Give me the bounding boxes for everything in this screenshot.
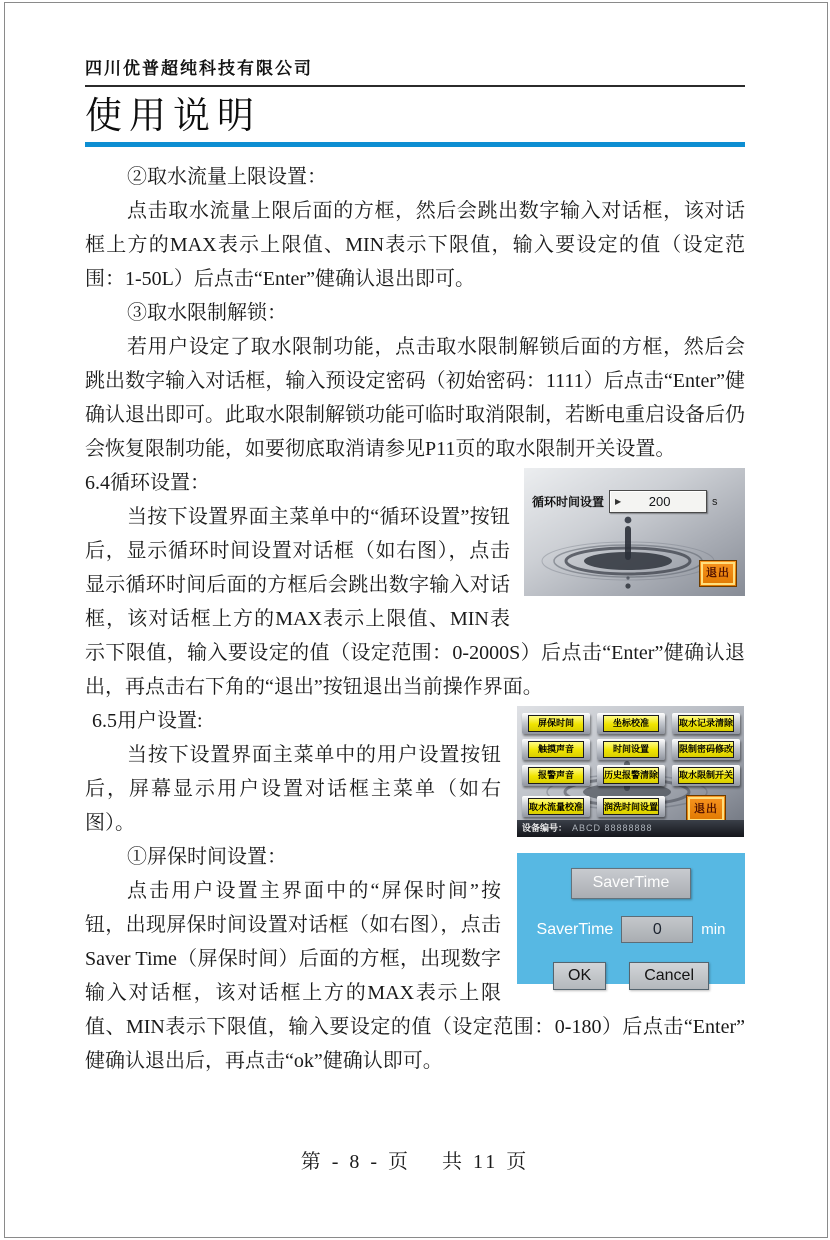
body-text xyxy=(85,160,745,1078)
saver-time-input[interactable]: 0 xyxy=(621,916,693,943)
menu-button-history-alarm-clear[interactable]: 历史报警清除 xyxy=(597,765,665,786)
cycle-time-screenshot xyxy=(524,468,745,596)
user-settings-screenshot xyxy=(517,706,744,837)
page-footer: 第 - 8 - 页 共 11 页 xyxy=(300,1151,530,1173)
input-arrow-icon: ▶ xyxy=(615,496,622,506)
menu-button-water-limit-switch[interactable]: 取水限制开关 xyxy=(672,765,740,786)
paragraph-unlock-heading: ③取水限制解锁： xyxy=(127,301,287,324)
title-underline xyxy=(85,142,745,147)
paragraph-unlock: 若用户设定了取水限制功能，点击取水限制解锁后面的方框，然后会跳出数字输入对话框，输入预设定密码（初始密码：1111）后点击“Enter”健确认退出即可。此取水限制解锁功能可临时取消限制，若断电重启设备后仍会恢复限制功能，如要彻底取消请参见P11页的取水限制开关设置。 xyxy=(85,335,745,460)
paragraph-screensaver: 点击用户设置主界面中的“屏保时间”按钮，出现屏保时间设置对话框（如右图），点击Saver Time（屏保时间）后面的方框，出现数字输入对话框，该对话框上方的MAX表示上限值、MIN表示下限值，输入要设定的值（设定范围：0-180）后点击“Enter”健确认退出后，再点击“ok”健确认即可。 xyxy=(85,879,745,1072)
device-number-label: 设备编号： xyxy=(522,823,568,834)
paragraph-screensaver-heading: ①屏保时间设置： xyxy=(127,845,287,868)
figure-user-settings xyxy=(517,706,745,984)
cycle-time-label: 循环时间设置 xyxy=(532,494,605,509)
exit-button[interactable]: 退出 xyxy=(699,560,737,587)
exit-button[interactable]: 退出 xyxy=(686,795,726,823)
section-6-5-heading: 屏保时间 坐标校准 取水记录清除 触摸声音 时间设置 限制密码修改 报警声音 历史报警清除 取水限制开关 取水流量校准 润洗时间设置 退出 设备编号： ABCD 88888888 SaverTime SaverTime 0 min OK Cancel 6.5用户设置: xyxy=(85,704,745,738)
saver-time-unit: min xyxy=(701,920,726,938)
menu-button-touch-sound[interactable]: 触摸声音 xyxy=(522,739,590,760)
paragraph-water-flow-limit-heading: ②取水流量上限设置： xyxy=(127,165,327,188)
device-number-bar xyxy=(517,820,744,837)
company-name: 四川优普超纯科技有限公司 xyxy=(85,54,745,87)
paragraph-cycle-setting: 当按下设置界面主菜单中的“循环设置”按钮后，显示循环时间设置对话框（如右图），点击显示循环时间后面的方框后会跳出数字输入对话框，该对话框上方的MAX表示上限值、MIN表示下限值，输入要设定的值（设定范围：0-2000S）后点击“Enter”健确认退出，再点击右下角的“退出”按钮退出当前操作界面。 xyxy=(85,505,745,698)
menu-button-coordinate-calibration[interactable]: 坐标校准 xyxy=(597,713,665,734)
menu-button-rinse-time-setting[interactable]: 润洗时间设置 xyxy=(597,796,665,817)
menu-button-screensaver-time[interactable]: 屏保时间 xyxy=(522,713,590,734)
menu-button-limit-password-modify[interactable]: 限制密码修改 xyxy=(672,739,740,760)
menu-button-water-record-clear[interactable]: 取水记录清除 xyxy=(672,713,740,734)
menu-button-water-flow-calibration[interactable]: 取水流量校准 xyxy=(522,796,590,817)
paragraph-water-flow-limit: 点击取水流量上限后面的方框，然后会跳出数字输入对话框，该对话框上方的MAX表示上限值、MIN表示下限值，输入要设定的值（设定范围：1-50L）后点击“Enter”健确认退出即可。 xyxy=(85,199,745,290)
device-number-value: ABCD 88888888 xyxy=(572,823,653,834)
saver-time-label: SaverTime xyxy=(536,920,614,938)
page-title: 使用说明 xyxy=(85,96,261,137)
ok-button[interactable]: OK xyxy=(553,962,606,990)
menu-button-time-setting[interactable]: 时间设置 xyxy=(597,739,665,760)
section-6-4-heading: 循环时间设置 ▶ 200 s 退出 6.4循环设置： xyxy=(85,466,745,500)
cycle-time-input[interactable] xyxy=(609,490,707,513)
figure-cycle-time-dialog xyxy=(524,468,745,596)
paragraph-user-settings: 当按下设置界面主菜单中的用户设置按钮后，屏幕显示用户设置对话框主菜单（如右图）。 xyxy=(85,743,501,834)
cycle-time-unit: s xyxy=(712,495,718,508)
saver-time-dialog-screenshot xyxy=(517,853,745,984)
menu-button-alarm-sound[interactable]: 报警声音 xyxy=(522,765,590,786)
cancel-button[interactable]: Cancel xyxy=(629,962,709,990)
cycle-time-value: 200 xyxy=(648,493,671,509)
saver-time-title-button: SaverTime xyxy=(571,868,691,899)
